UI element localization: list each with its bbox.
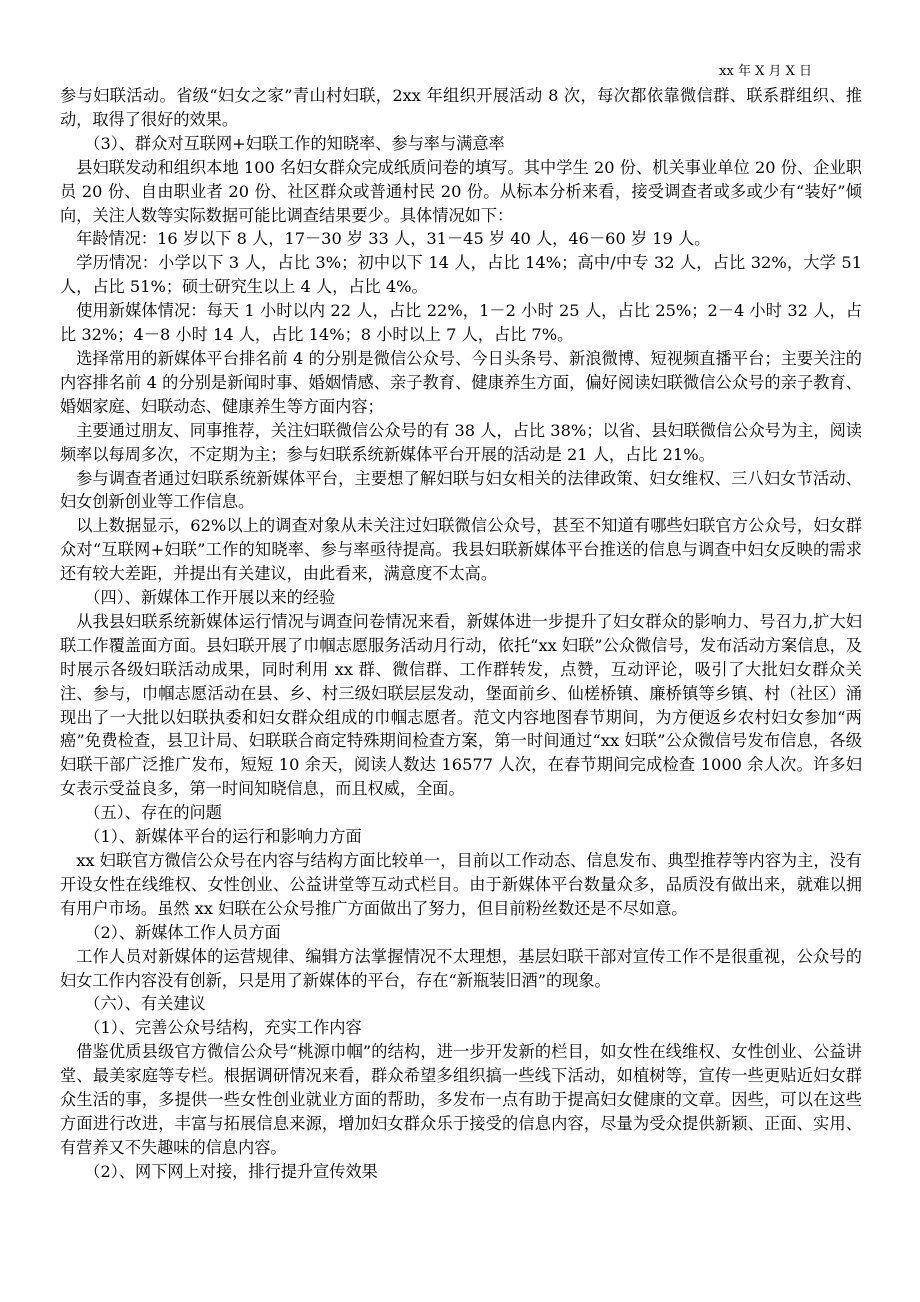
subheading-platform-operation: （1）、新媒体平台的运行和影响力方面 <box>84 827 362 847</box>
paragraph-platform-problems: xx 妇联官方微信公众号在内容与结构方面比较单一，目前以工作动态、信息发布、典型推荐等内容为主，没有开设女性在线维权、女性创业、公益讲堂等互动式栏目。由于新媒体平台数量众多，品质没有做出来，就难以拥有用户市场。虽然 xx 妇联在公众号推广方面做出了努力，但目前粉丝数还是不尽如意。 <box>60 851 862 918</box>
subheading-staff: （2）、新媒体工作人员方面 <box>84 922 281 942</box>
paragraph-info-needs: 参与调查者通过妇联系统新媒体平台，主要想了解妇联与妇女相关的法律政策、妇女维权、三八妇女节活动、妇女创新创业等工作信息。 <box>60 468 862 512</box>
paragraph-survey-intro: 县妇联发动和组织本地 100 名妇女群众完成纸质问卷的填写。其中学生 20 份、机关事业单位 20 份、企业职员 20 份、自由职业者 20 份、社区群众或普通村民 20 份。从标本分析来看，接受调查者或多或少有“装好”倾向，关注人数等实际数据可能比调查结果要少。具体情况如下： <box>60 157 862 225</box>
page-date: xx 年 X 月 X 日 <box>719 64 812 79</box>
document-body <box>60 84 862 1184</box>
paragraph-follow-channels: 主要通过朋友、同事推荐，关注妇联微信公众号的有 38 人，占比 38%；以省、县妇联微信公众号为主，阅读频率以每周多次，不定期为主；参与妇联系统新媒体平台开展的活动是 21 人，占比 21%。 <box>60 420 862 464</box>
subheading-online-offline: （2）、网下网上对接，排行提升宣传效果 <box>84 1161 378 1181</box>
paragraph-media-usage-stats: 使用新媒体情况：每天 1 小时以内 22 人，占比 22%，1－2 小时 25 人，占比 25%；2－4 小时 32 人，占比 32%；4－8 小时 14 人，占比 14%；8 小时以上 7 人，占比 7%。 <box>60 301 862 345</box>
section-heading-experience: （四）、新媒体工作开展以来的经验 <box>84 588 336 608</box>
paragraph-experience-detail: 从我县妇联系统新媒体运行情况与调查问卷情况来看，新媒体进一步提升了妇女群众的影响力、号召力,扩大妇联工作覆盖面方面。县妇联开展了巾帼志愿服务活动月行动，依托“xx 妇联”公众微信号，发布活动方案信息，及时展示各级妇联活动成果，同时利用 xx 群、微信群、工作群转发，点赞，互动评论，吸引了大批妇女群众关注、参与，巾帼志愿活动在县、乡、村三级妇联层层发动，堡面前乡、仙槎桥镇、廉桥镇等乡镇、村（社区）涌现出了一大批以妇联执委和妇女群众组成的巾帼志愿者。范文内容地图春节期间，为方便返乡农村妇女参加“两癌”免费检查，县卫计局、妇联联合商定特殊期间检查方案，第一时间通过“xx 妇联”公众微信号发布信息，各级妇联干部广泛推广发布，短短 10 余天，阅读人数达 16577 人次，在春节期间完成检查 1000 余人次。许多妇女表示受益良多，第一时间知晓信息，而且权威，全面。 <box>60 611 862 799</box>
section-heading-suggestions: （六）、有关建议 <box>84 994 206 1014</box>
paragraph-data-summary: 以上数据显示，62%以上的调查对象从未关注过妇联微信公众号，甚至不知道有哪些妇联官方公众号，妇女群众对“互联网+妇联”工作的知晓率、参与率亟待提高。我县妇联新媒体平台推送的信息与调查中妇女反映的需求还有较大差距，并提出有关建议，由此看来，满意度不太高。 <box>60 516 862 584</box>
paragraph-platform-preference: 选择常用的新媒体平台排名前 4 的分别是微信公众号、今日头条号、新浪微博、短视频直播平台；主要关注的内容排名前 4 的分别是新闻时事、婚姻情感、亲子教育、健康养生方面，偏好阅读妇联微信公众号的亲子教育、婚姻家庭、妇联动态、健康养生等方面内容； <box>60 348 862 416</box>
subheading-awareness-rate: （3）、群众对互联网+妇联工作的知晓率、参与率与满意率 <box>84 133 505 153</box>
paragraph-structure-suggestions: 借鉴优质县级官方微信公众号“桃源巾帼”的结构，进一步开发新的栏目，如女性在线维权、女性创业、公益讲堂、最美家庭等专栏。根据调研情况来看，群众希望多组织搞一些线下活动，如植树等，宣传一些更贴近妇女群众生活的事，多提供一些女性创业就业方面的帮助，多发布一点有助于提高妇女健康的文章。因些，可以在这些方面进行改进，丰富与拓展信息来源，增加妇女群众乐于接受的信息内容，尽量为受众提供新颖、正面、实用、有营养又不失趣味的信息内容。 <box>60 1042 862 1157</box>
section-heading-problems: （五）、存在的问题 <box>84 803 222 823</box>
paragraph-education-stats: 学历情况：小学以下 3 人，占比 3%；初中以下 14 人，占比 14%；高中/中专 32 人，占比 32%，大学 51 人，占比 51%；硕士研究生以上 4 人，占比 4%。 <box>60 253 862 297</box>
paragraph-activity-continuation: 参与妇联活动。省级“妇女之家”青山村妇联，2xx 年组织开展活动 8 次，每次都依靠微信群、联系群组织、推动，取得了很好的效果。 <box>60 86 862 129</box>
paragraph-staff-problems: 工作人员对新媒体的运营规律、编辑方法掌握情况不太理想，基层妇联干部对宣传工作不是很重视，公众号的妇女工作内容没有创新，只是用了新媒体的平台，存在“新瓶装旧酒”的现象。 <box>60 946 862 990</box>
subheading-improve-structure: （1）、完善公众号结构，充实工作内容 <box>84 1018 362 1038</box>
paragraph-age-stats: 年龄情况：16 岁以下 8 人，17－30 岁 33 人，31－45 岁 40 人，46－60 岁 19 人。 <box>76 229 711 249</box>
